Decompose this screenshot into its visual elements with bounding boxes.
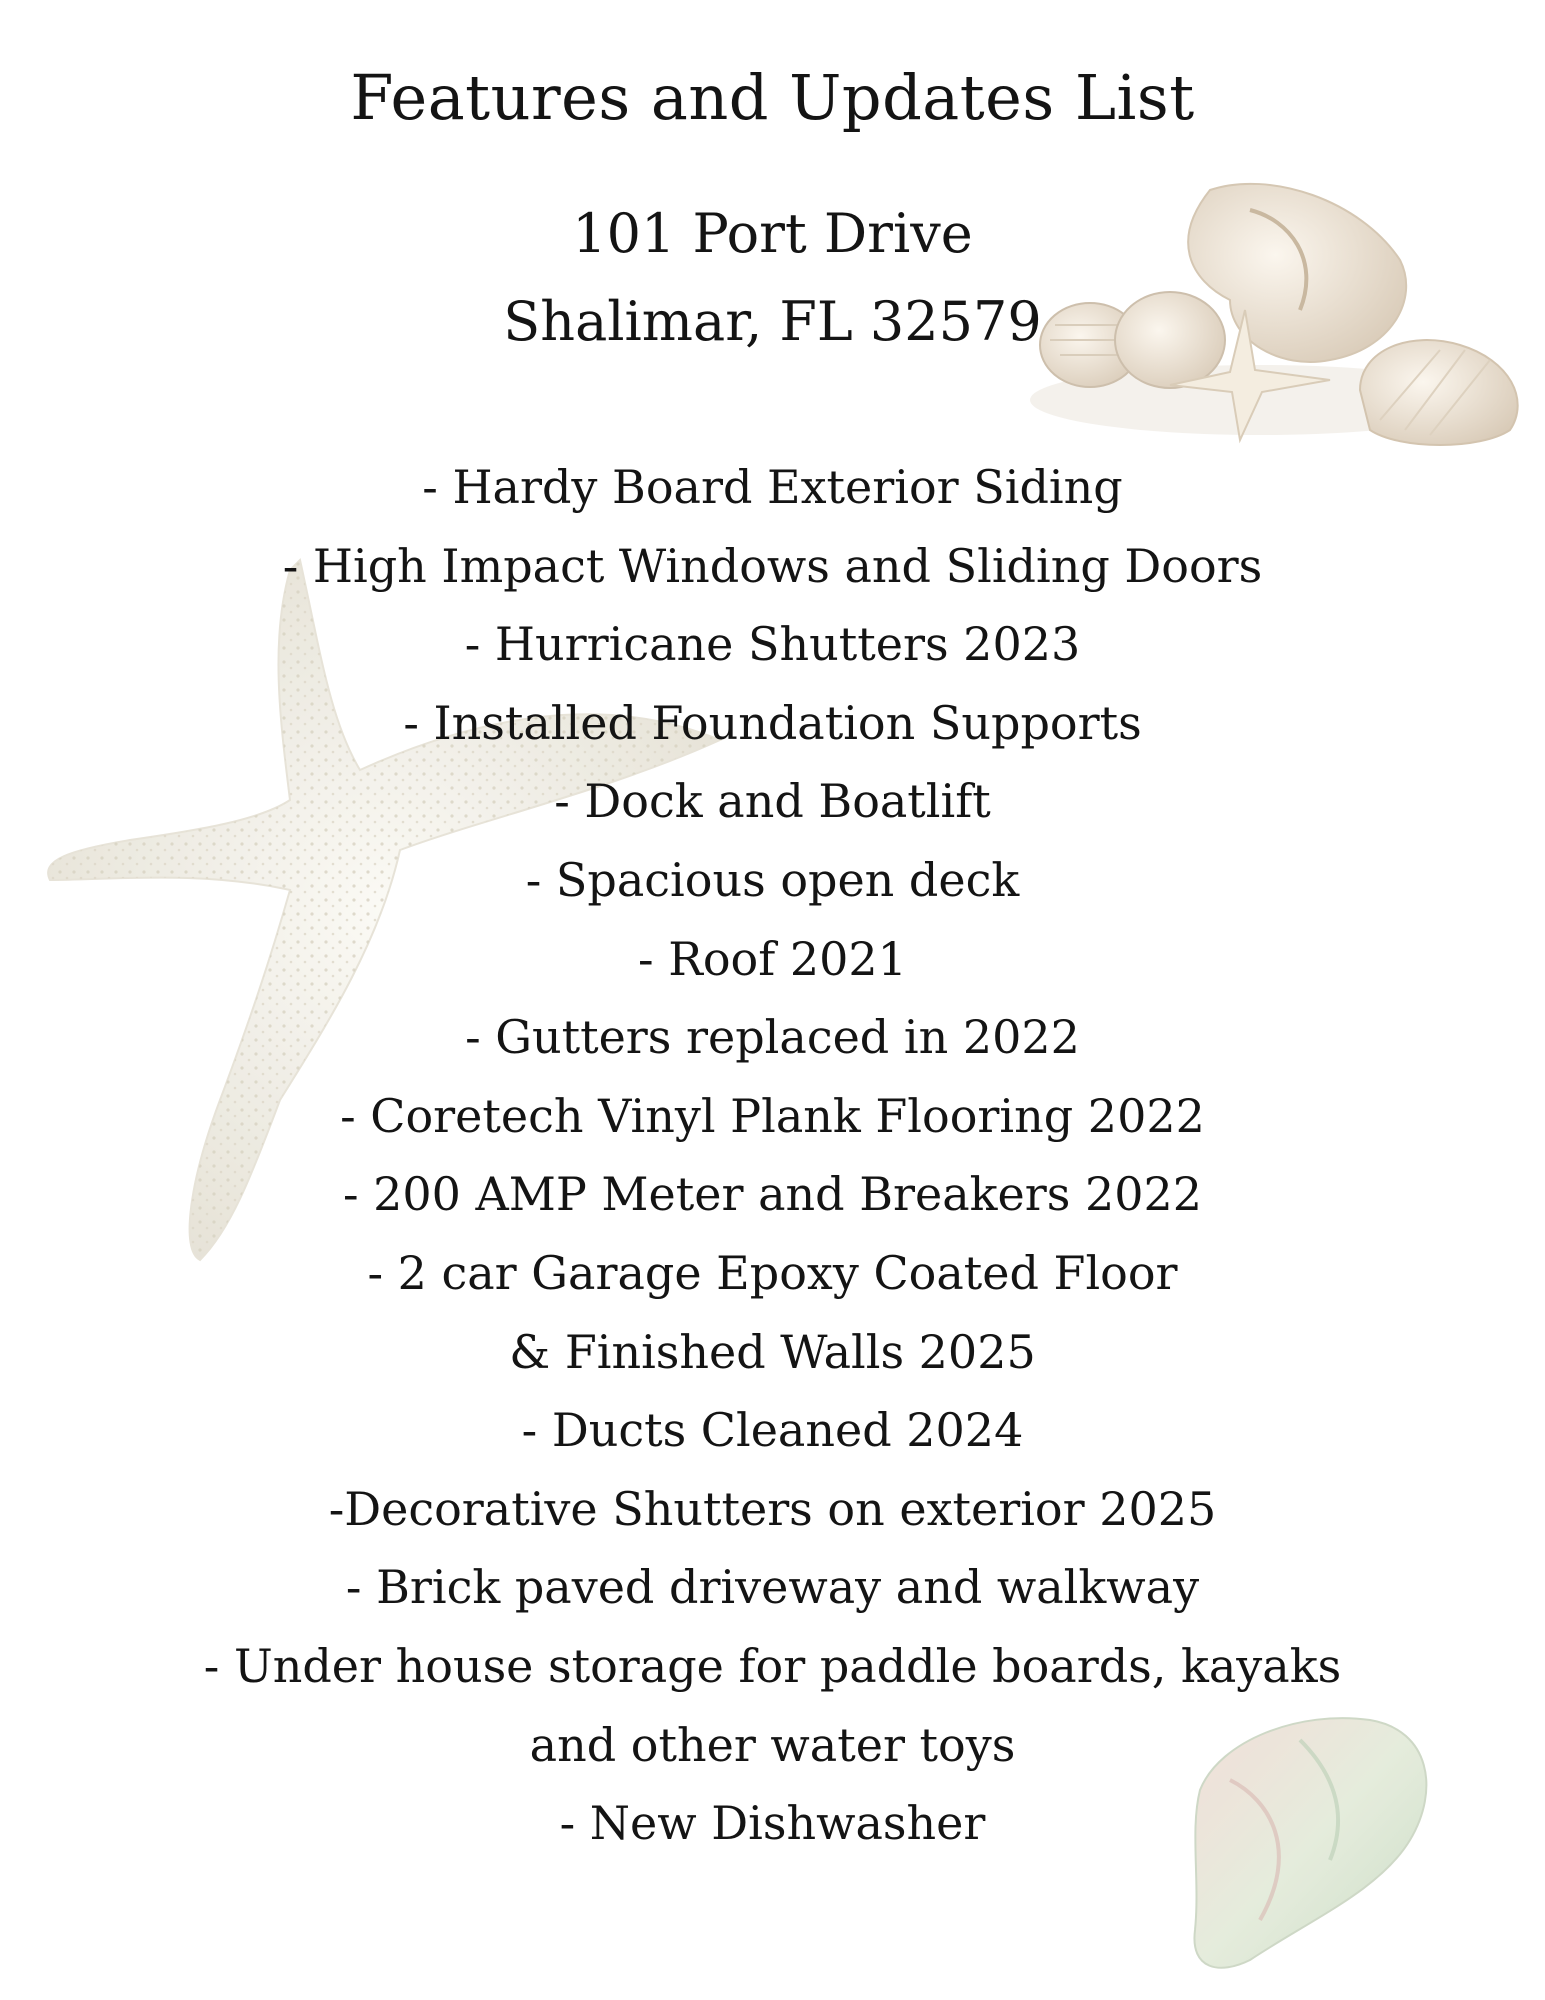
feature-item: and other water toys [529, 1717, 1016, 1772]
feature-item: - Hardy Board Exterior Siding [422, 460, 1123, 514]
feature-item: - 200 AMP Meter and Breakers 2022 [342, 1167, 1203, 1222]
address-street: 101 Port Drive [572, 202, 973, 265]
feature-item: - Hurricane Shutters 2023 [464, 617, 1081, 672]
feature-item: - High Impact Windows and Sliding Doors [282, 538, 1263, 593]
feature-item: - Brick paved driveway and walkway [345, 1560, 1200, 1615]
features-list [0, 448, 1545, 1863]
feature-item: - Dock and Boatlift [554, 774, 991, 829]
feature-item: - Spacious open deck [525, 852, 1020, 907]
feature-item: - Roof 2021 [638, 931, 907, 986]
feature-item: - New Dishwasher [559, 1796, 986, 1851]
feature-item: - 2 car Garage Epoxy Coated Floor [367, 1245, 1178, 1300]
document-title: Features and Updates List [350, 61, 1195, 134]
feature-item: & Finished Walls 2025 [509, 1324, 1036, 1379]
feature-item: - Installed Foundation Supports [403, 695, 1142, 750]
feature-item: - Under house storage for paddle boards, kayaks [203, 1638, 1342, 1693]
feature-item: - Coretech Vinyl Plank Flooring 2022 [340, 1088, 1205, 1143]
address-city-state-zip: Shalimar, FL 32579 [503, 290, 1042, 353]
feature-item: - Ducts Cleaned 2024 [521, 1403, 1024, 1458]
feature-item: - Gutters replaced in 2022 [465, 1010, 1080, 1065]
feature-item: -Decorative Shutters on exterior 2025 [328, 1481, 1217, 1536]
property-address [0, 190, 1545, 366]
